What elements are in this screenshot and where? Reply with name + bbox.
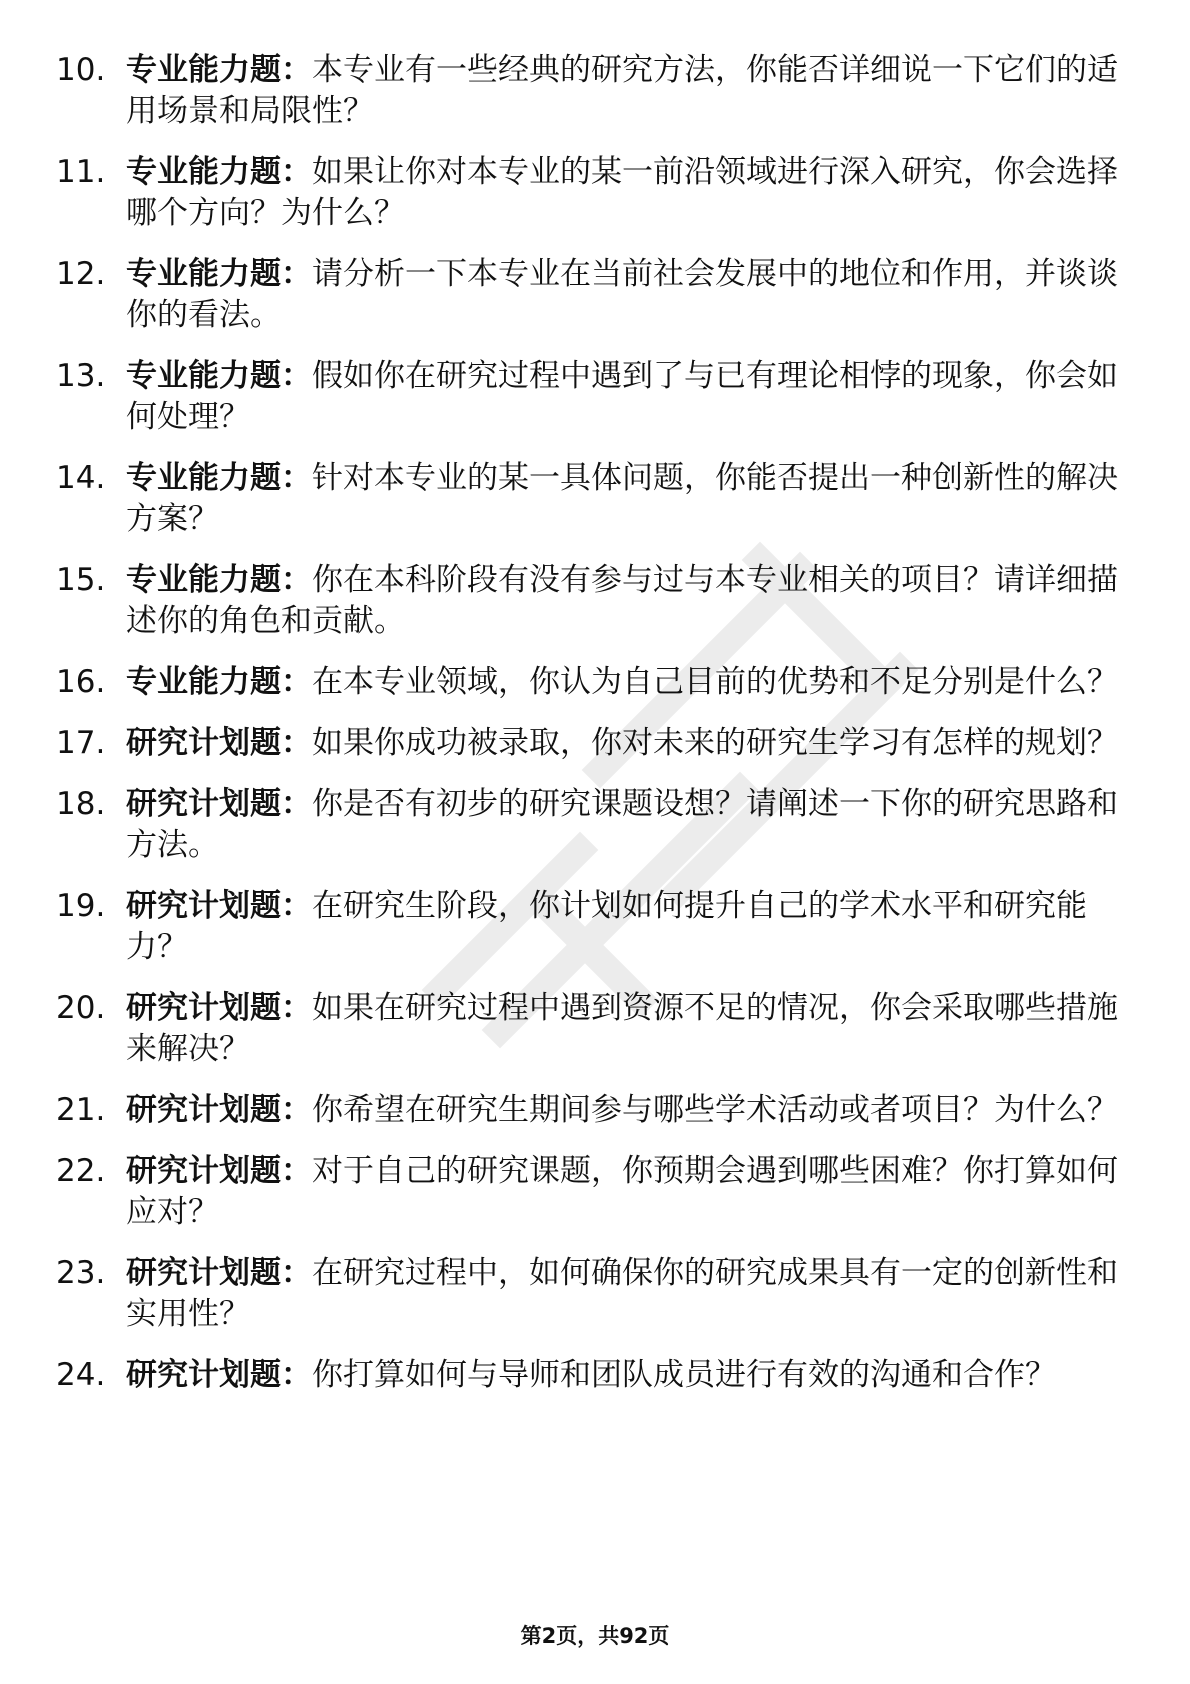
question-body [126, 560, 1136, 642]
question-body [126, 723, 1136, 764]
question-text: 如果你成功被录取，你对未来的研究生学习有怎样的规划？ [312, 725, 1118, 761]
question-body [126, 50, 1136, 132]
question-category: 专业能力题： [126, 256, 312, 292]
question-body [126, 1151, 1136, 1233]
question-item [56, 50, 1136, 132]
question-body [126, 988, 1136, 1070]
question-body [126, 1355, 1136, 1396]
question-number: 23. [56, 1255, 106, 1291]
question-item [56, 662, 1136, 703]
question-item [56, 723, 1136, 764]
question-item [56, 254, 1136, 336]
question-number: 18. [56, 786, 106, 822]
question-category: 研究计划题： [126, 1357, 312, 1393]
question-text: 本专业有一些经典的研究方法，你能否详细说一下它们的适用场景和局限性？ [126, 52, 1118, 129]
question-item [56, 988, 1136, 1070]
question-text: 如果在研究过程中遇到资源不足的情况，你会采取哪些措施来解决？ [126, 990, 1118, 1067]
question-text: 针对本专业的某一具体问题，你能否提出一种创新性的解决方案？ [126, 460, 1118, 537]
question-number: 16. [56, 664, 106, 700]
question-text: 如果让你对本专业的某一前沿领域进行深入研究，你会选择哪个方向？为什么？ [126, 154, 1118, 231]
question-item [56, 1253, 1136, 1335]
question-text: 对于自己的研究课题，你预期会遇到哪些困难？你打算如何应对？ [126, 1153, 1118, 1230]
question-body [126, 662, 1136, 703]
question-item [56, 152, 1136, 234]
question-body [126, 152, 1136, 234]
question-number: 12. [56, 256, 106, 292]
question-category: 专业能力题： [126, 460, 312, 496]
question-number: 21. [56, 1092, 106, 1128]
question-text: 在本专业领域，你认为自己目前的优势和不足分别是什么？ [312, 664, 1118, 700]
question-text: 假如你在研究过程中遇到了与已有理论相悖的现象，你会如何处理？ [126, 358, 1118, 435]
question-number: 15. [56, 562, 106, 598]
question-text: 在研究过程中，如何确保你的研究成果具有一定的创新性和实用性？ [126, 1255, 1118, 1332]
question-text: 你是否有初步的研究课题设想？请阐述一下你的研究思路和方法。 [126, 786, 1118, 863]
question-category: 研究计划题： [126, 1092, 312, 1128]
question-category: 研究计划题： [126, 1255, 312, 1291]
question-category: 专业能力题： [126, 358, 312, 394]
question-text: 你希望在研究生期间参与哪些学术活动或者项目？为什么？ [312, 1092, 1118, 1128]
question-body [126, 886, 1136, 968]
question-category: 专业能力题： [126, 52, 312, 88]
question-number: 19. [56, 888, 106, 924]
question-item [56, 458, 1136, 540]
page-footer: 第2页，共92页 [520, 1624, 670, 1648]
question-list [56, 50, 1136, 1416]
question-category: 专业能力题： [126, 664, 312, 700]
question-number: 24. [56, 1357, 106, 1393]
question-text: 你在本科阶段有没有参与过与本专业相关的项目？请详细描述你的角色和贡献。 [126, 562, 1118, 639]
question-body [126, 1090, 1136, 1131]
question-category: 研究计划题： [126, 725, 312, 761]
question-number: 11. [56, 154, 106, 190]
question-number: 10. [56, 52, 106, 88]
question-item [56, 1151, 1136, 1233]
question-number: 13. [56, 358, 106, 394]
question-item [56, 784, 1136, 866]
question-item [56, 560, 1136, 642]
question-text: 请分析一下本专业在当前社会发展中的地位和作用，并谈谈你的看法。 [126, 256, 1118, 333]
question-number: 17. [56, 725, 106, 761]
question-body [126, 254, 1136, 336]
question-number: 14. [56, 460, 106, 496]
question-number: 22. [56, 1153, 106, 1189]
question-number: 20. [56, 990, 106, 1026]
question-item [56, 1090, 1136, 1131]
question-category: 专业能力题： [126, 562, 312, 598]
question-category: 研究计划题： [126, 888, 312, 924]
question-item [56, 1355, 1136, 1396]
question-category: 专业能力题： [126, 154, 312, 190]
question-body [126, 1253, 1136, 1335]
question-body [126, 356, 1136, 438]
question-category: 研究计划题： [126, 990, 312, 1026]
question-text: 在研究生阶段，你计划如何提升自己的学术水平和研究能力？ [126, 888, 1087, 965]
question-item [56, 356, 1136, 438]
question-category: 研究计划题： [126, 1153, 312, 1189]
question-item [56, 886, 1136, 968]
question-text: 你打算如何与导师和团队成员进行有效的沟通和合作？ [312, 1357, 1056, 1393]
question-body [126, 784, 1136, 866]
question-body [126, 458, 1136, 540]
question-category: 研究计划题： [126, 786, 312, 822]
